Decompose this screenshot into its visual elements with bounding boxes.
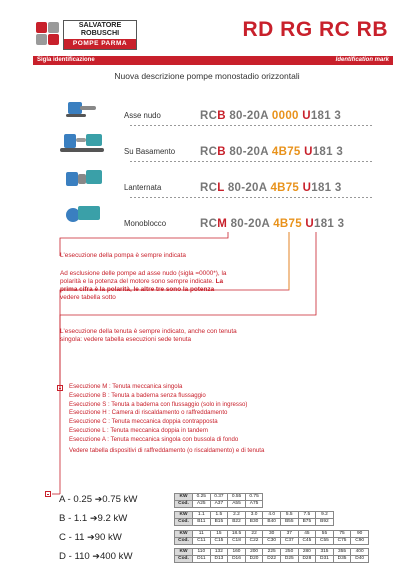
table-d xyxy=(174,548,369,563)
table-cell: C18 xyxy=(228,538,246,545)
table-row xyxy=(175,549,369,556)
table-cell: 1.1 xyxy=(193,512,211,519)
list-item-su-basamento xyxy=(0,128,414,158)
note-seal-execution: L'esecuzione della tenuta è sempre indicato, anche con tenuta singola: vedere tabella esecuzioni sede tenuta xyxy=(60,328,237,344)
table-cell: 0.55 xyxy=(228,494,246,501)
table-cell: B92 xyxy=(316,519,334,526)
table-cell: A75 xyxy=(245,501,263,508)
table-cell: 18.5 xyxy=(228,531,246,538)
table-cell: A25 xyxy=(193,501,211,508)
row-divider xyxy=(130,125,374,126)
table-cell: A55 xyxy=(228,501,246,508)
bar-left-label: Sigla identificazione xyxy=(37,57,95,63)
row-label: Lanternata xyxy=(124,183,162,192)
table-cell: D31 xyxy=(316,556,334,563)
table-cell: 55 xyxy=(316,531,334,538)
table-cell: 30 xyxy=(263,531,281,538)
table-cell: 45 xyxy=(298,531,316,538)
row-code: RCM 80-20A 4B75 U181 3 xyxy=(200,218,345,230)
list-item: Esecuzione C : Tenuta meccanica doppia contrapposta xyxy=(69,418,218,426)
table-cell: D16 xyxy=(228,556,246,563)
table-row xyxy=(175,494,263,501)
arrow-right-icon: ➔ xyxy=(89,513,98,523)
seal-list xyxy=(69,383,369,455)
table-cell: 200 xyxy=(245,549,263,556)
table-c xyxy=(174,530,369,545)
range-item-c: C - 11 ➔90 kW xyxy=(59,532,122,543)
table-cell: 0.25 xyxy=(193,494,211,501)
logo-line-3: POMPE PARMA xyxy=(64,39,136,49)
list-item-monoblocco xyxy=(0,200,414,230)
table-cell: 3.0 xyxy=(245,512,263,519)
table-cell: B15 xyxy=(210,519,228,526)
table-cell: C30 xyxy=(263,538,281,545)
table-cell: KW xyxy=(175,549,193,556)
row-label: Asse nudo xyxy=(124,111,161,120)
table-row xyxy=(175,512,334,519)
power-ranges xyxy=(59,493,138,569)
list-item: Esecuzione M : Tenuta meccanica singola xyxy=(69,383,183,390)
table-cell: D22 xyxy=(263,556,281,563)
list-item: Esecuzione H : Camera di riscaldamento o raffreddamento xyxy=(69,409,228,417)
pump-monoblock-icon xyxy=(58,200,104,226)
range-list-marker-icon xyxy=(45,491,51,497)
table-cell: 0.37 xyxy=(210,494,228,501)
row-code: RCL 80-20A 4B75 U181 3 xyxy=(200,182,342,194)
table-cell: 315 xyxy=(316,549,334,556)
list-item: Vedere tabella dispositivi di raffreddamento (o riscaldamento) e di tenuta xyxy=(69,446,265,454)
table-b xyxy=(174,511,334,526)
table-cell: 250 xyxy=(280,549,298,556)
table-cell: D20 xyxy=(245,556,263,563)
table-cell: 160 xyxy=(228,549,246,556)
list-item: Esecuzione B : Tenuta a baderna senza flussaggio xyxy=(69,391,206,399)
note-motor-power: Ad esclusione delle pompe ad asse nudo (sigla =0000*), la polarità e la potenza del motore sono sempre indicate. La prima cifra è la polarità, le altre tre sono la potenza vedere tabella sotto xyxy=(60,270,227,302)
table-cell: 7.5 xyxy=(298,512,316,519)
table-cell: 22 xyxy=(245,531,263,538)
table-cell: 75 xyxy=(333,531,351,538)
table-cell: C55 xyxy=(316,538,334,545)
list-item-lanternata xyxy=(0,164,414,194)
table-cell: C11 xyxy=(193,538,211,545)
row-code: RCB 80-20A 0000 U181 3 xyxy=(200,110,342,122)
row-label: Su Basamento xyxy=(124,147,176,156)
table-cell: B40 xyxy=(263,519,281,526)
table-cell: B11 xyxy=(193,519,211,526)
table-cell: 400 xyxy=(351,549,369,556)
table-cell: 1.5 xyxy=(210,512,228,519)
table-cell: 225 xyxy=(263,549,281,556)
table-cell: C90 xyxy=(351,538,369,545)
table-cell: C15 xyxy=(210,538,228,545)
table-row xyxy=(175,501,263,508)
table-cell: C45 xyxy=(298,538,316,545)
bar-right-label: Identification mark xyxy=(335,57,389,63)
table-row xyxy=(175,519,334,526)
table-cell: Cod. xyxy=(175,538,193,545)
row-label: Monoblocco xyxy=(124,219,167,228)
table-cell: KW xyxy=(175,512,193,519)
list-item: Esecuzione A : Tenuta meccanica singola con bussola di fondo xyxy=(69,435,239,443)
table-cell: C22 xyxy=(245,538,263,545)
table-cell: 15 xyxy=(210,531,228,538)
table-cell: 9.2 xyxy=(316,512,334,519)
table-row xyxy=(175,556,369,563)
table-cell: KW xyxy=(175,531,193,538)
table-cell: 4.0 xyxy=(263,512,281,519)
table-cell: Cod. xyxy=(175,501,193,508)
table-cell: D40 xyxy=(351,556,369,563)
table-cell: D11 xyxy=(193,556,211,563)
table-cell: 280 xyxy=(298,549,316,556)
table-cell: B75 xyxy=(298,519,316,526)
table-row xyxy=(175,538,369,545)
table-cell: 90 xyxy=(351,531,369,538)
row-code: RCB 80-20A 4B75 U181 3 xyxy=(200,146,344,158)
table-cell: 11 xyxy=(193,531,211,538)
table-cell: 37 xyxy=(280,531,298,538)
table-cell: KW xyxy=(175,494,193,501)
table-cell: Cod. xyxy=(175,556,193,563)
table-cell: C75 xyxy=(333,538,351,545)
logo-line-1: SALVATORE xyxy=(78,20,122,29)
table-cell: 5.5 xyxy=(280,512,298,519)
table-cell: C37 xyxy=(280,538,298,545)
range-item-a: A - 0.25 ➔0.75 kW xyxy=(59,494,138,505)
list-item-asse-nudo xyxy=(0,92,414,122)
table-cell: 0.75 xyxy=(245,494,263,501)
table-a xyxy=(174,493,263,508)
arrow-right-icon: ➔ xyxy=(87,532,95,542)
table-cell: 110 xyxy=(193,549,211,556)
table-cell: Cod. xyxy=(175,519,193,526)
pump-bare-shaft-icon xyxy=(58,92,104,118)
table-cell: D13 xyxy=(210,556,228,563)
table-cell: 2.2 xyxy=(228,512,246,519)
seal-list-marker-icon xyxy=(57,385,63,391)
row-divider xyxy=(130,197,374,198)
logo-line-2: ROBUSCHI xyxy=(80,28,120,37)
pump-baseplate-icon xyxy=(58,128,104,154)
page-subtitle: Nuova descrizione pompe monostadio orizzontali xyxy=(114,71,300,81)
arrow-right-icon: ➔ xyxy=(94,494,103,504)
range-item-b: B - 1.1 ➔9.2 kW xyxy=(59,513,128,524)
table-cell: A37 xyxy=(210,501,228,508)
pump-lantern-icon xyxy=(58,164,104,190)
note-pump-execution: L'esecuzione della pompa è sempre indicata xyxy=(60,252,186,259)
table-row xyxy=(175,531,369,538)
range-item-d: D - 110 ➔400 kW xyxy=(59,551,133,562)
table-cell: 132 xyxy=(210,549,228,556)
table-cell: D25 xyxy=(280,556,298,563)
table-cell: B30 xyxy=(245,519,263,526)
table-cell: D28 xyxy=(298,556,316,563)
list-item: Esecuzione S : Tenuta a baderna con flussaggio (solo in ingresso) xyxy=(69,400,248,408)
table-cell: D35 xyxy=(333,556,351,563)
arrow-right-icon: ➔ xyxy=(92,551,100,561)
row-divider xyxy=(130,161,374,162)
list-item: Esecuzione L : Tenuta meccanica doppia in tandem xyxy=(69,426,208,434)
table-cell: B55 xyxy=(280,519,298,526)
page-title: RD RG RC RB xyxy=(242,18,388,41)
table-cell: B22 xyxy=(228,519,246,526)
table-cell: 355 xyxy=(333,549,351,556)
